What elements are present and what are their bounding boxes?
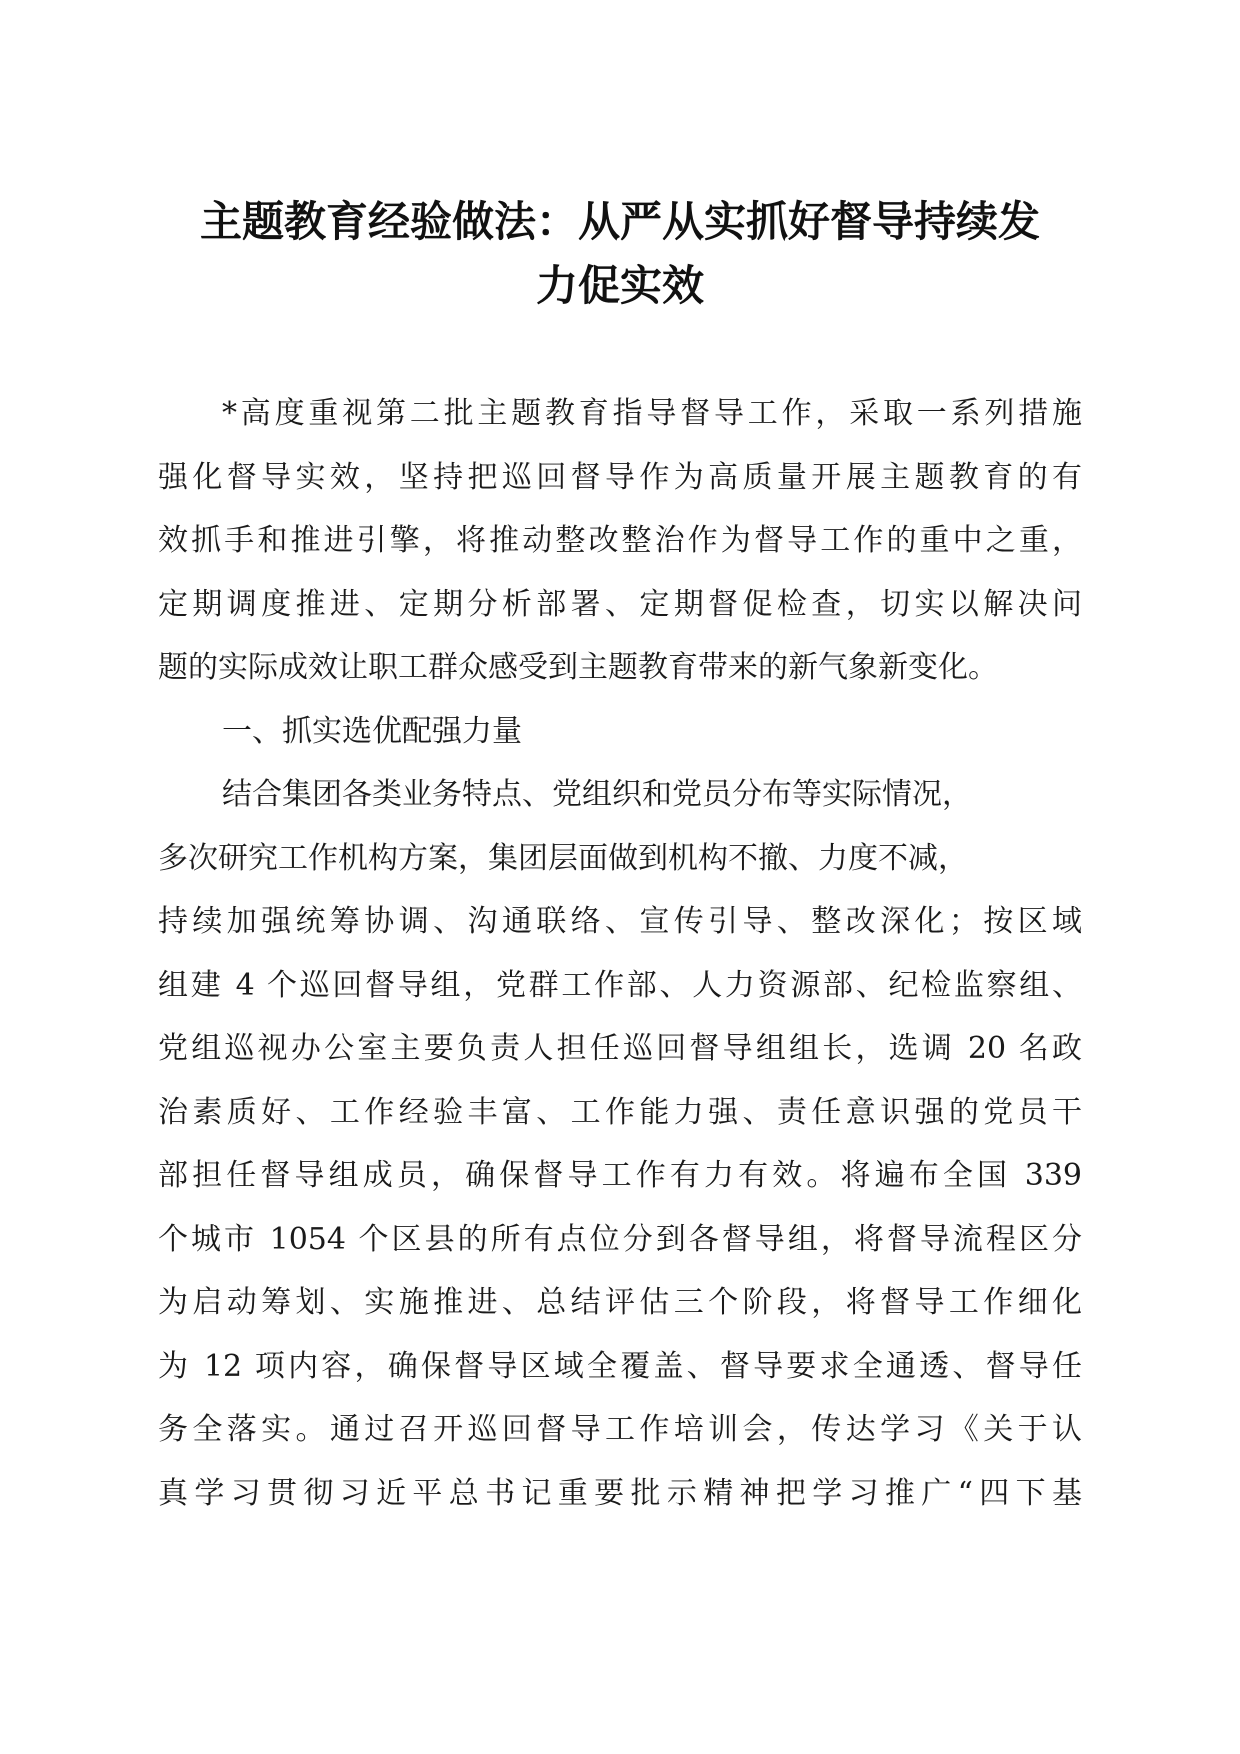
title-line-2: 力促实效 xyxy=(535,261,704,310)
section1-line-4: 组建 4 个巡回督导组，党群工作部、人力资源部、纪检监察组、 xyxy=(158,967,1082,1003)
section1-line-10: 为 12 项内容，确保督导区域全覆盖、督导要求全通透、督导任 xyxy=(158,1348,1082,1384)
section1-line-7: 部担任督导组成员，确保督导工作有力有效。将遍布全国 339 xyxy=(158,1158,1082,1193)
intro-line-3: 效抓手和推进引擎，将推动整改整治作为督导工作的重中之重， xyxy=(158,523,1082,558)
section1-line-5: 党组巡视办公室主要负责人担任巡回督导组组长，选调 20 名政 xyxy=(158,1031,1082,1066)
title-line-1: 主题教育经验做法：从严从实抓好督导持续发 xyxy=(199,197,1040,246)
intro-line-4: 定期调度推进、定期分析部署、定期督促检查，切实以解决问 xyxy=(158,586,1082,622)
section-heading-1: 一、抓实选优配强力量 xyxy=(222,713,522,749)
section1-line-11: 务全落实。通过召开巡回督导工作培训会，传达学习《关于认 xyxy=(158,1412,1082,1447)
document-body xyxy=(158,382,1082,1525)
section1-line-9: 为启动筹划、实施推进、总结评估三个阶段，将督导工作细化 xyxy=(158,1285,1082,1320)
document-title xyxy=(120,190,1120,318)
intro-line-1: *高度重视第二批主题教育指导督导工作，采取一系列措施 xyxy=(222,396,1082,431)
section1-line-3: 持续加强统筹协调、沟通联络、宣传引导、整改深化；按区域 xyxy=(158,904,1082,939)
section1-line-1: 结合集团各类业务特点、党组织和党员分布等实际情况， xyxy=(222,777,972,812)
intro-line-5: 题的实际成效让职工群众感受到主题教育带来的新气象新变化。 xyxy=(158,650,998,685)
section1-line-6: 治素质好、工作经验丰富、工作能力强、责任意识强的党员干 xyxy=(158,1094,1082,1130)
section1-line-12: 真学习贯彻习近平总书记重要批示精神把学习推广“四下基 xyxy=(158,1475,1082,1511)
section1-line-2: 多次研究工作机构方案，集团层面做到机构不撤、力度不减， xyxy=(158,840,968,876)
section1-line-8: 个城市 1054 个区县的所有点位分到各督导组，将督导流程区分 xyxy=(158,1221,1082,1257)
intro-line-2: 强化督导实效，坚持把巡回督导作为高质量开展主题教育的有 xyxy=(158,459,1082,495)
